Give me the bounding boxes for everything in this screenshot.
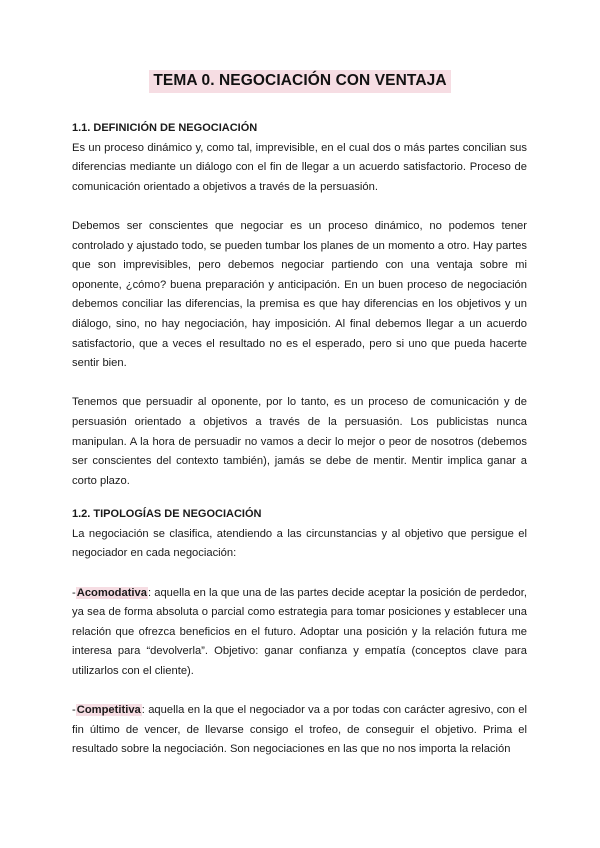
type-description: : aquella en la que una de las partes decide aceptar la posición de perdedor, ya sea de forma absoluta o parcial como estrategia para tomar posiciones y establecer una relación que ofrezca beneficios en el futuro. Adoptar una posición y la relación futura me interesa para “devolverla”. Objetivo: ganar confianza y empatía (conceptos clave para utilizarlos con el cliente). <box>72 586 527 678</box>
paragraph: Es un proceso dinámico y, como tal, imprevisible, en el cual dos o más partes concilian sus diferencias mediante un diálogo con el fin de llegar a un acuerdo satisfactorio. Proceso de comunicación orientado a objetivos a través de la persuasión. <box>72 141 527 193</box>
document-title: TEMA 0. NEGOCIACIÓN CON VENTAJA <box>149 70 450 93</box>
type-item-acomodativa <box>72 584 527 682</box>
title-container <box>0 70 600 93</box>
paragraph: La negociación se clasifica, atendiendo a las circunstancias y al objetivo que persigue el negociador en cada negociación: <box>72 527 527 560</box>
type-term: Competitiva <box>76 704 141 717</box>
document-body <box>72 119 527 760</box>
paragraph-spacer <box>72 564 527 584</box>
type-term: Acomodativa <box>76 586 147 599</box>
section-heading-definicion: 1.1. DEFINICIÓN DE NEGOCIACIÓN <box>72 122 258 134</box>
section-heading-tipologias: 1.2. TIPOLOGÍAS DE NEGOCIACIÓN <box>72 508 262 521</box>
paragraph: Tenemos que persuadir al oponente, por lo tanto, es un proceso de comunicación y de persuasión orientado a objetivos a través de la persuasión. Los publicistas nunca manipulan. A la hora de persuadir no vamos a decir lo mejor o peor de nosotros (debemos ser conscientes del contexto también), jamás se debe de mentir. Mentir implica ganar a corto plazo. <box>72 396 527 487</box>
type-prefix: - <box>72 704 76 717</box>
paragraph: Debemos ser conscientes que negociar es un proceso dinámico, no podemos tener controlado y ajustado todo, se pueden tumbar los planes de un momento a otro. Hay partes que son imprevisibles, pero debemos negociar partiendo con una ventaja sobre mi oponente, ¿cómo? buena preparación y anticipación. En un buen proceso de negociación debemos conciliar las diferencias, la premisa es que hay diferencias en los objetivos y un diálogo, sino, no hay negociación, hay imposición. Al final debemos llegar a un acuerdo satisfactorio, que a veces el resultado no es el esperado, pero si uno que pueda hacerte sentir bien. <box>72 219 527 370</box>
section-spacer <box>72 491 527 505</box>
type-description: : aquella en la que el negociador va a por todas con carácter agresivo, con el fin último de vencer, de llevarse consigo el trofeo, de conseguir el objetivo. Prima el resultado sobre la negociación. Son negociaciones en las que no nos importa la relación <box>72 704 527 756</box>
type-prefix: - <box>72 586 76 599</box>
paragraph-spacer <box>72 197 527 217</box>
paragraph-spacer <box>72 682 527 702</box>
type-item-competitiva <box>72 701 527 760</box>
paragraph-spacer <box>72 374 527 394</box>
